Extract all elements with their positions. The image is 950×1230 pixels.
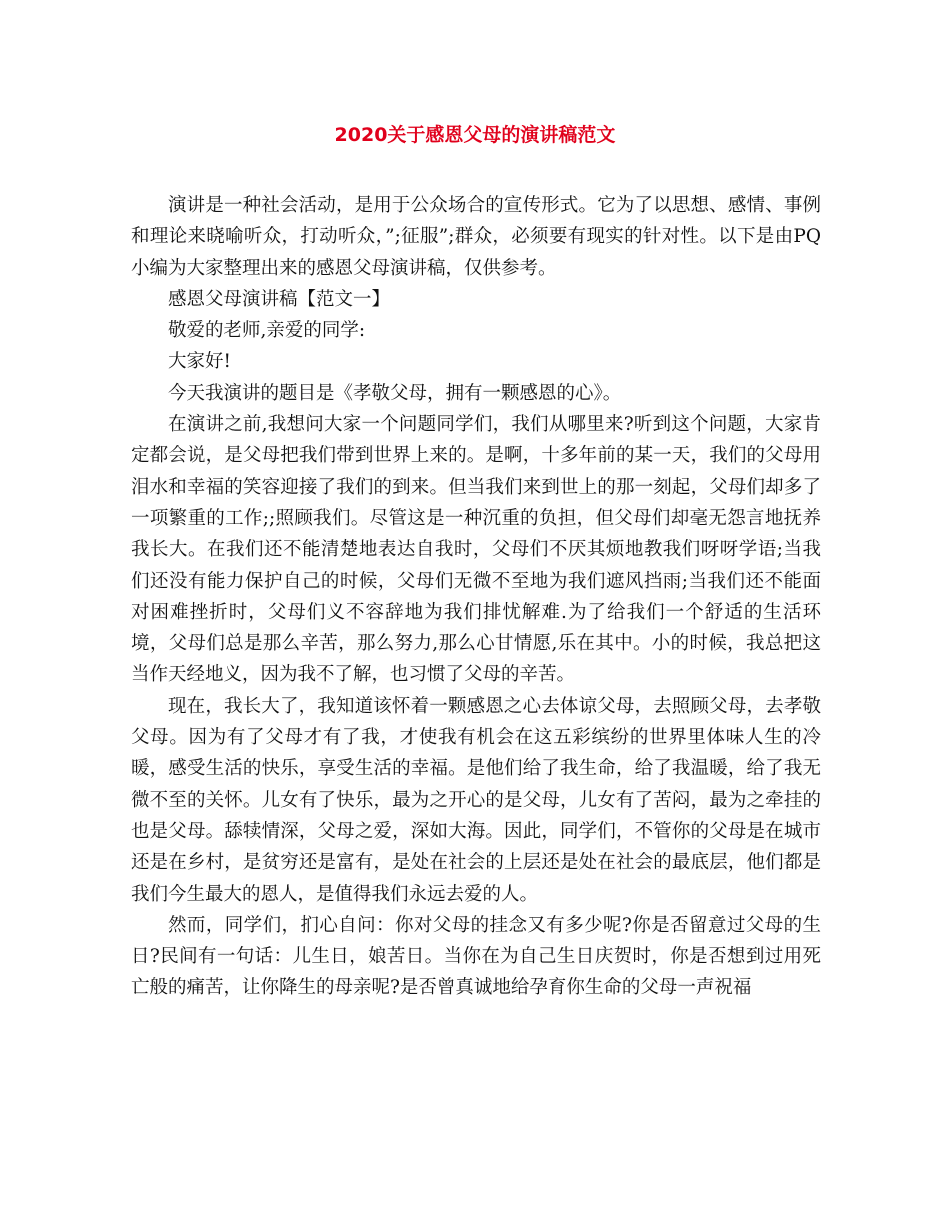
- document-title: 2020关于感恩父母的演讲稿范文: [334, 124, 616, 146]
- salutation: 敬爱的老师,亲爱的同学:: [168, 320, 366, 342]
- speech-topic: 今天我演讲的题目是《孝敬父母，拥有一颗感恩的心》。: [168, 382, 622, 404]
- intro-paragraph: 演讲是一种社会活动，是用于公众场合的宣传形式。它为了以思想、感情、事例和理论来晓喻听众，打动听众，”;征服”;群众，必须要有现实的针对性。以下是由PQ小编为大家整理出来的感恩父母演讲稿，仅供参考。: [131, 195, 821, 279]
- body-paragraph: 然而，同学们，扪心自问：你对父母的挂念又有多少呢?你是否留意过父母的生日?民间有一句话：儿生日，娘苦日。当你在为自己生日庆贺时，你是否想到过用死亡般的痛苦，让你降生的母亲呢?是否曾真诚地给孕育你生命的父母一声祝福: [131, 914, 821, 999]
- greeting: 大家好!: [168, 351, 231, 373]
- document-body: [131, 190, 821, 1004]
- section-heading: 感恩父母演讲稿【范文一】: [168, 288, 391, 310]
- body-paragraph: 现在，我长大了，我知道该怀着一颗感恩之心去体谅父母，去照顾父母，去孝敬父母。因为有了父母才有了我，才使我有机会在这五彩缤纷的世界里体味人生的冷暖，感受生活的快乐，享受生活的幸福。是他们给了我生命，给了我温暖，给了我无微不至的关怀。儿女有了快乐，最为之开心的是父母，儿女有了苦闷，最为之牵挂的也是父母。舔犊情深，父母之爱，深如大海。因此，同学们，不管你的父母是在城市还是在乡村，是贫穷还是富有，是处在社会的上层还是处在社会的最底层，他们都是我们今生最大的恩人，是值得我们永远去爱的人。: [131, 695, 821, 905]
- body-paragraph: 在演讲之前,我想问大家一个问题同学们，我们从哪里来?听到这个问题，大家肯定都会说，是父母把我们带到世界上来的。是啊，十多年前的某一天，我们的父母用泪水和幸福的笑容迎接了我们的到来。但当我们来到世上的那一刻起，父母们却多了一项繁重的工作;;照顾我们。尽管这是一种沉重的负担，但父母们却毫无怨言地抚养我长大。在我们还不能清楚地表达自我时，父母们不厌其烦地教我们呀呀学语;当我们还没有能力保护自己的时候，父母们无微不至地为我们遮风挡雨;当我们还不能面对困难挫折时，父母们义不容辞地为我们排忧解难.为了给我们一个舒适的生活环境，父母们总是那么辛苦，那么努力,那么心甘情愿,乐在其中。小的时候，我总把这当作天经地义，因为我不了解，也习惯了父母的辛苦。: [131, 414, 821, 686]
